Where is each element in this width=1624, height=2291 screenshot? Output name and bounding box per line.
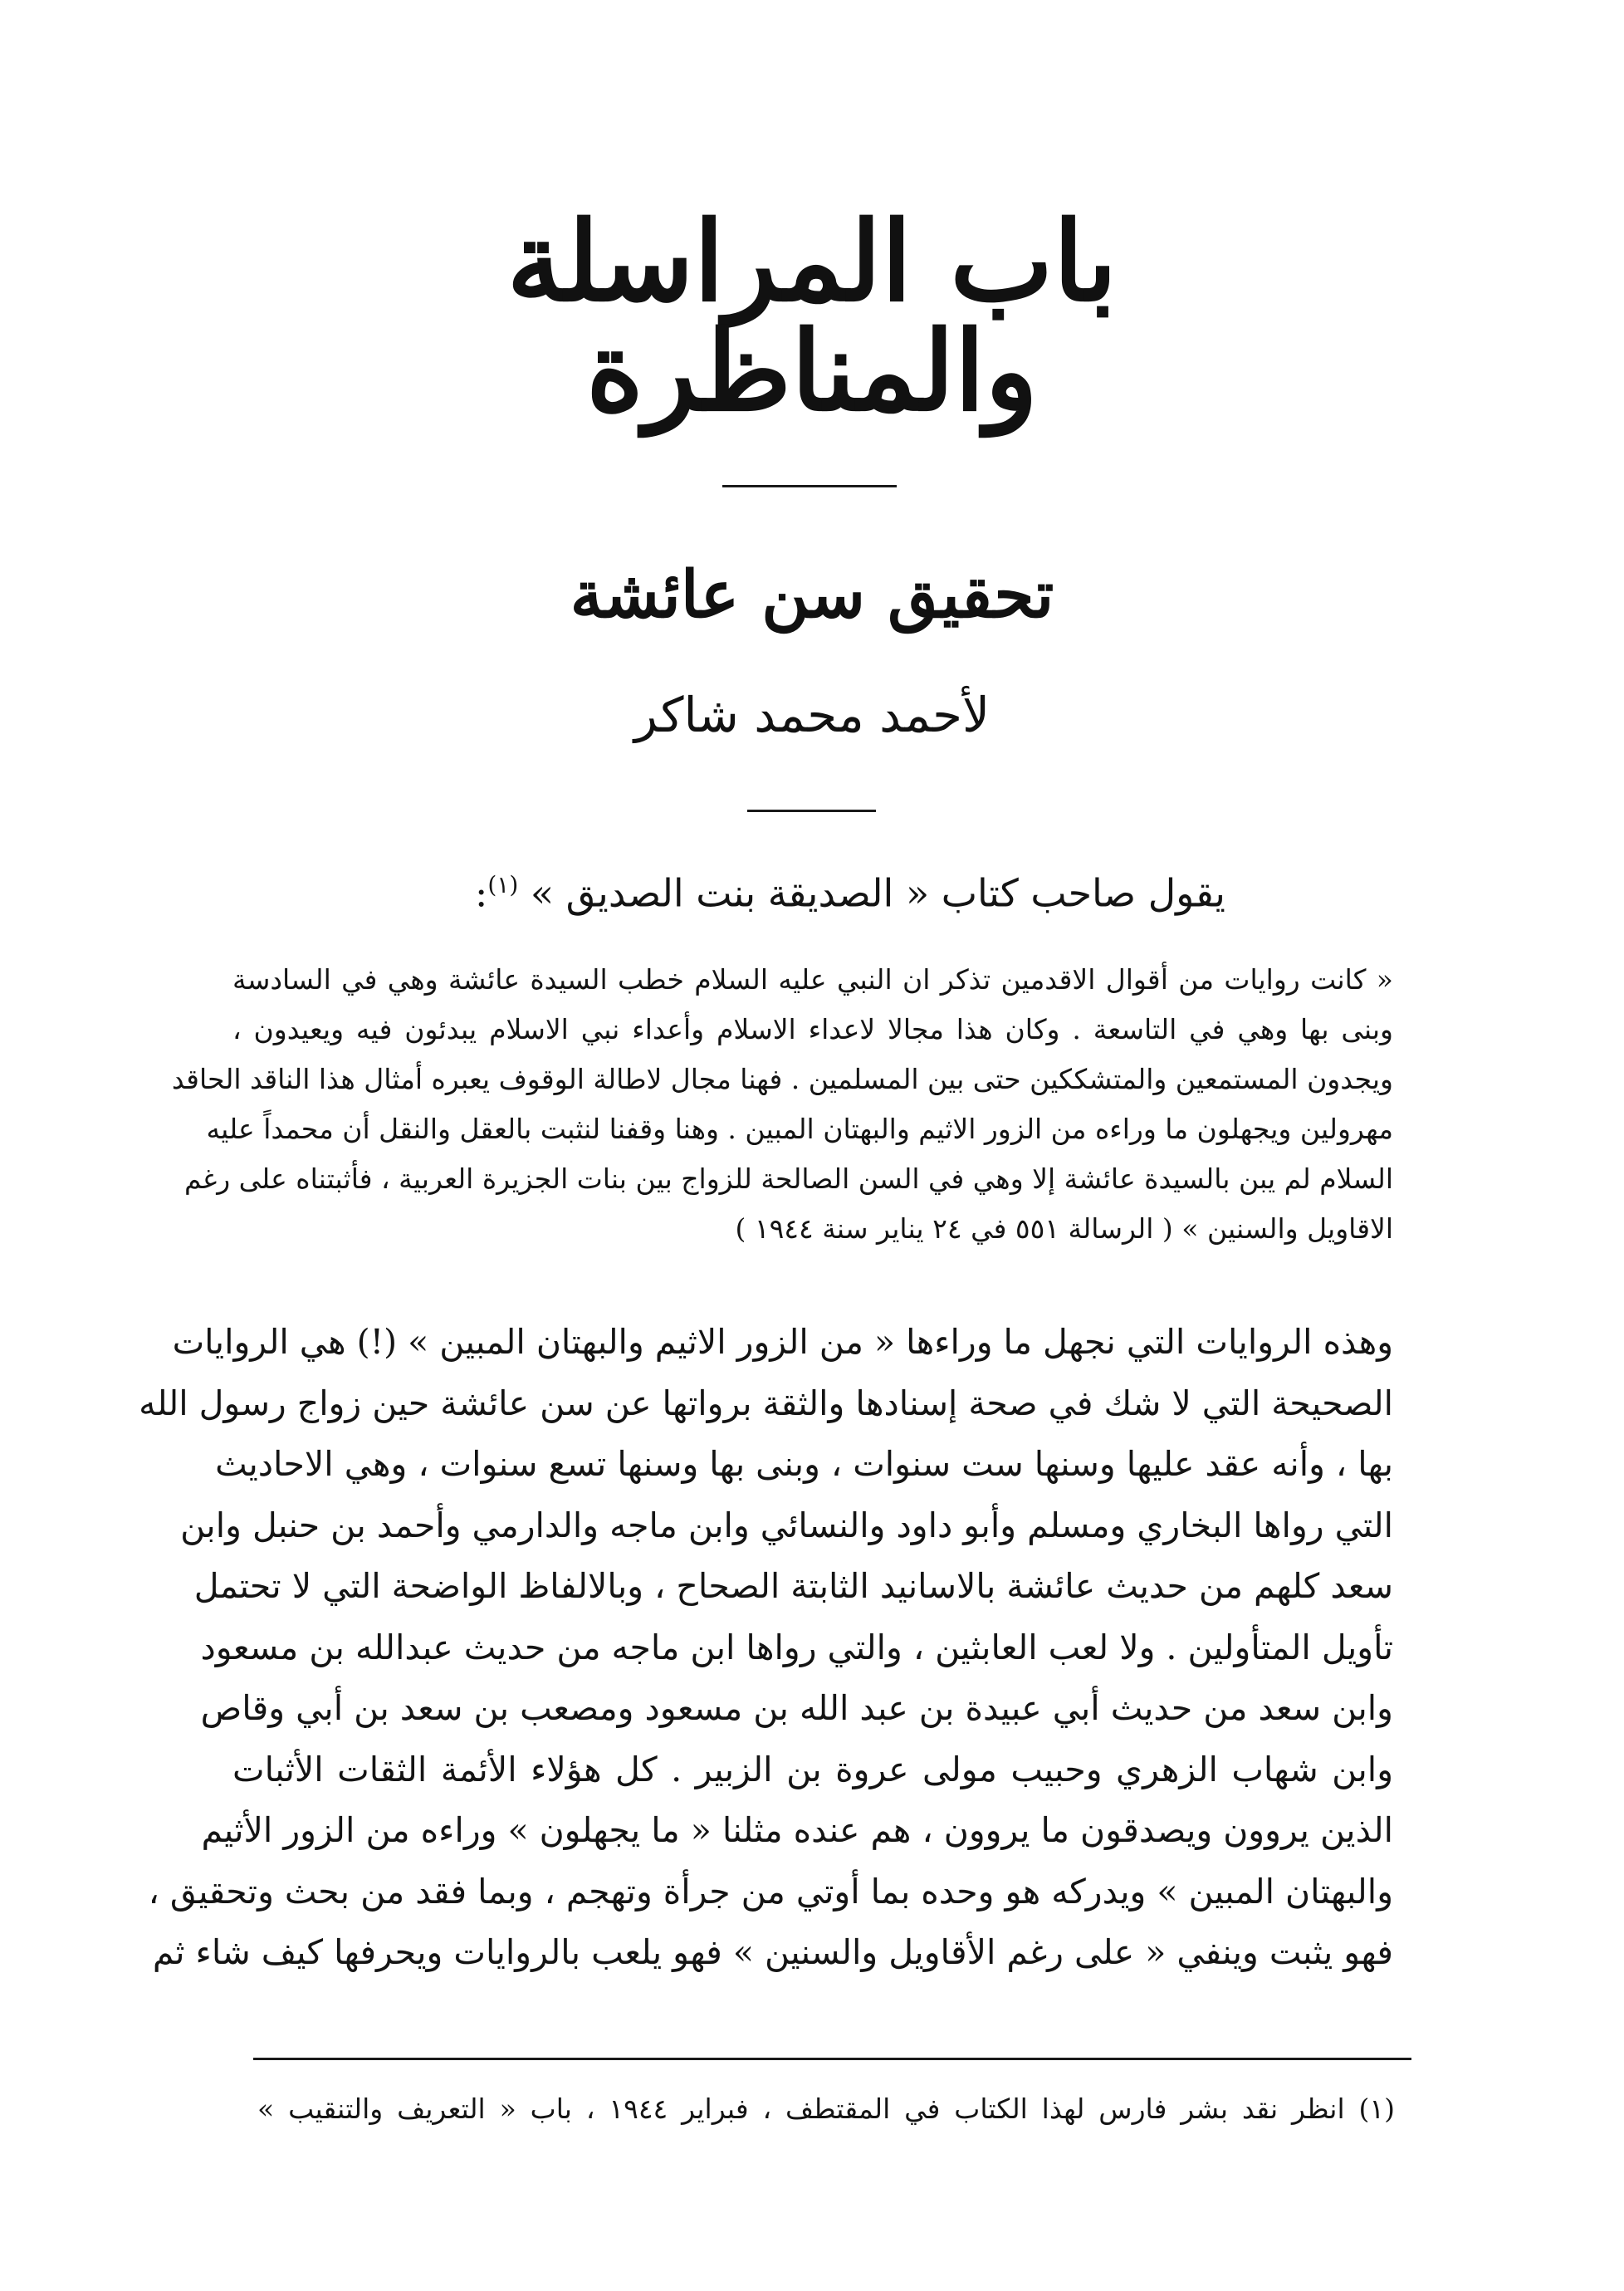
quote-line: مهرولين ويجهلون ما وراءه من الزور الاثيم والبهتان المبين . وهنا وقفنا لنثبت بالعقل والنقل أن محمداً عليه xyxy=(206,1113,1393,1145)
intro-text: يقول صاحب كتاب « الصديقة بنت الصديق » xyxy=(530,870,1225,916)
title-divider xyxy=(722,485,897,487)
quote-line: ويجدون المستمعين والمتشككين حتى بين المسلمين . فهنا مجال لاطالة الوقوف يعبره أمثال هذا الناقد الحاقد xyxy=(171,1063,1393,1095)
footnote-marker: (١) xyxy=(487,871,519,898)
quoted-passage xyxy=(171,955,1393,1254)
footnote: (١) انظر نقد بشر فارس لهذا الكتاب في المقتطف ، فبراير ١٩٤٤ ، باب « التعريف والتنقيب » xyxy=(257,2093,1395,2125)
body-line: التي رواها البخاري ومسلم وأبو داود والنسائي وابن ماجه والدارمي وأحمد بن حنبل وابن xyxy=(180,1505,1393,1545)
body-line: والبهتان المبين » ويدركه هو وحده بما أوتي من جرأة وتهجم ، وبما فقد من بحث وتحقيق ، xyxy=(148,1871,1393,1912)
quote-line: السلام لم يبن بالسيدة عائشة إلا وهي في السن الصالحة للزواج بين بنات الجزيرة العربية ، فأثبتناه على رغم xyxy=(184,1163,1393,1195)
footnote-divider xyxy=(253,2058,1411,2060)
body-paragraph xyxy=(139,1312,1393,1984)
body-line: وابن سعد من حديث أبي عبيدة بن عبد الله بن مسعود ومصعب بن سعد بن أبي وقاص xyxy=(200,1688,1393,1728)
body-line: فهو يثبت وينفي « على رغم الأقاويل والسنين » فهو يلعب بالروايات ويحرفها كيف شاء ثم xyxy=(152,1932,1393,1972)
quote-line: الاقاويل والسنين » ( الرسالة ٥٥١ في ٢٤ يناير سنة ١٩٤٤ ) xyxy=(735,1212,1393,1245)
quote-line: وبنى بها وهي في التاسعة . وكان هذا مجالا لاعداء الاسلام وأعداء نبي الاسلام يبدئون فيه ويعيدون ، xyxy=(232,1013,1393,1045)
intro-colon: : xyxy=(474,870,488,916)
body-line: تأويل المتأولين . ولا لعب العابثين ، والتي رواها ابن ماجه من حديث عبدالله بن مسعود xyxy=(200,1627,1393,1667)
body-line: وهذه الروايات التي نجهل ما وراءها « من الزور الاثيم والبهتان المبين » (!) هي الروايات xyxy=(172,1322,1393,1362)
body-line: الصحيحة التي لا شك في صحة إسنادها والثقة برواتها عن سن عائشة حين زواج رسول الله xyxy=(139,1383,1393,1423)
author-line: لأحمد محمد شاكر xyxy=(633,687,991,743)
section-title: باب المراسلة والمناظرة xyxy=(506,198,1118,436)
body-line: بها ، وأنه عقد عليها وسنها ست سنوات ، وبنى بها وسنها تسع سنوات ، وهي الاحاديث xyxy=(215,1444,1393,1484)
intro-line xyxy=(474,870,1225,916)
body-line: وابن شهاب الزهري وحبيب مولى عروة بن الزبير . كل هؤلاء الأئمة الثقات الأثبات xyxy=(232,1749,1393,1789)
article-title: تحقيق سن عائشة xyxy=(570,557,1054,633)
body-line: الذين يروون ويصدقون ما يروون ، هم عنده مثلنا « ما يجهلون » وراءه من الزور الأثيم xyxy=(201,1810,1393,1850)
body-line: سعد كلهم من حديث عائشة بالاسانيد الثابتة الصحاح ، وبالالفاظ الواضحة التي لا تحتمل xyxy=(193,1566,1393,1606)
quote-line: « كانت روايات من أقوال الاقدمين تذكر ان النبي عليه السلام خطب السيدة عائشة وهي في السادسة xyxy=(232,963,1393,996)
author-divider xyxy=(747,810,876,812)
